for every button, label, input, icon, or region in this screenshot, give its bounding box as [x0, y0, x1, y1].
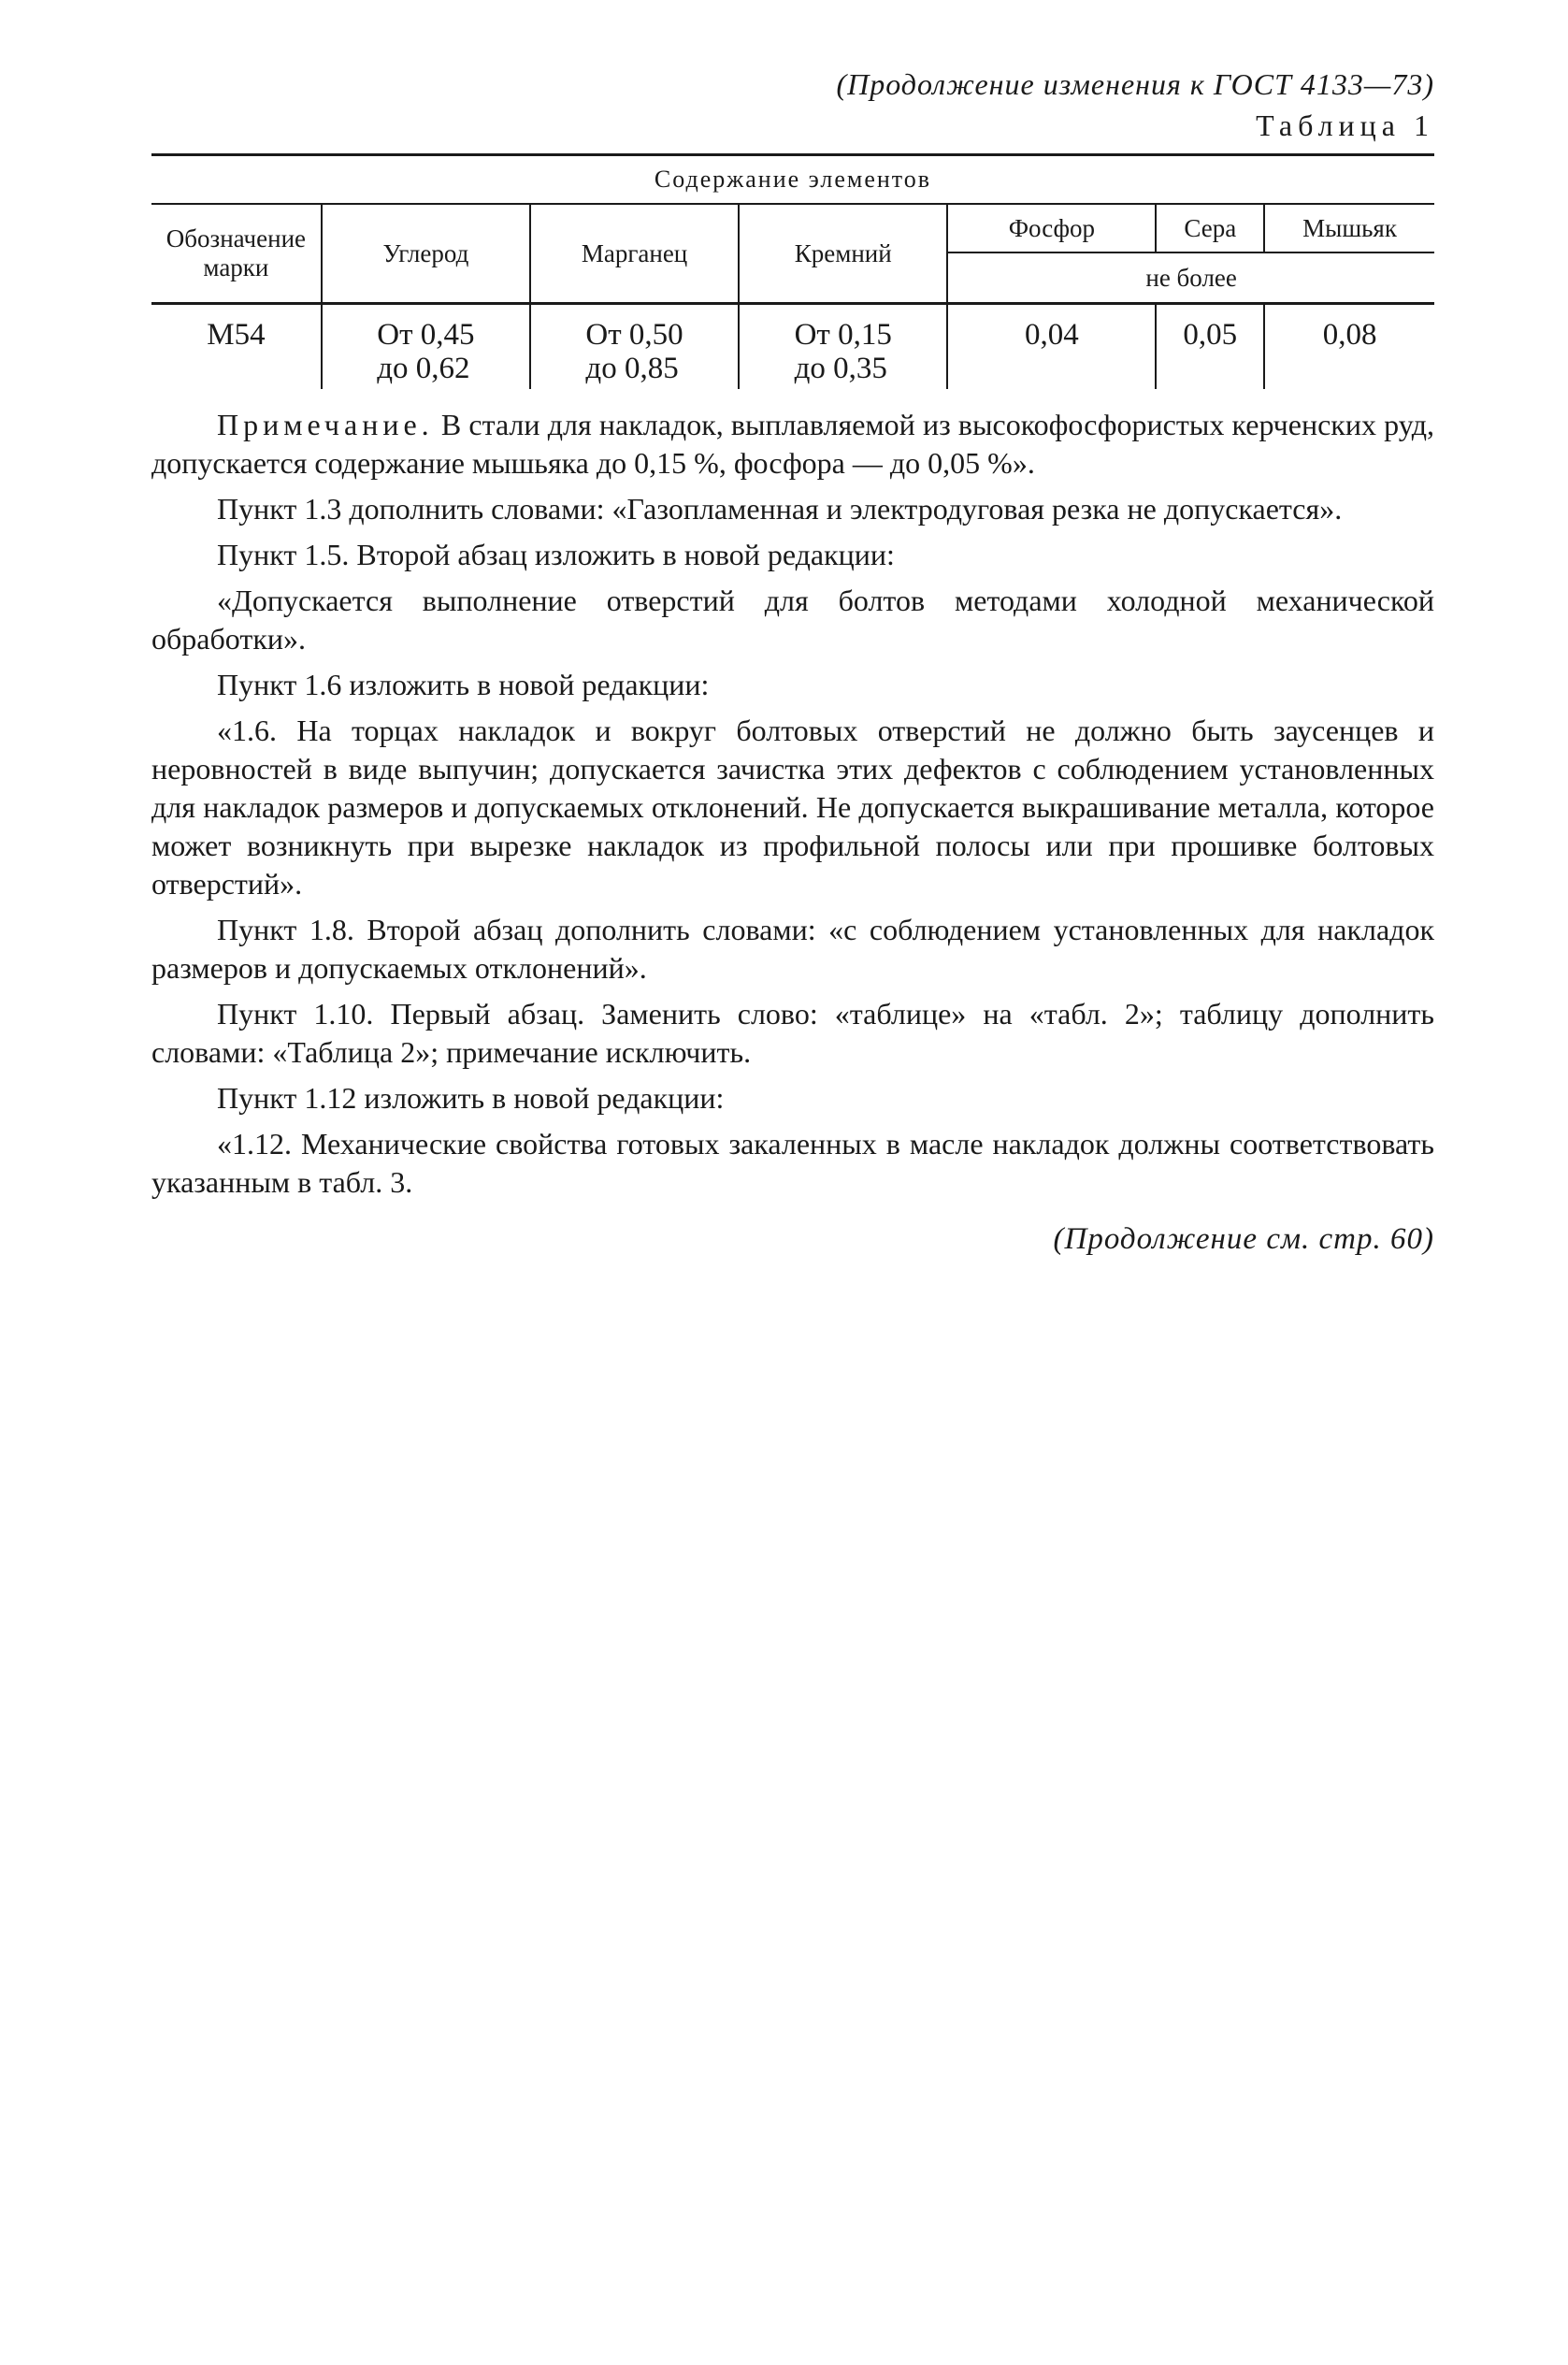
silicon-to: до 0,35 — [794, 352, 887, 385]
col-mark: Обозначение марки — [151, 204, 322, 304]
continuation-header: (Продолжение изменения к ГОСТ 4133—73) — [836, 67, 1434, 101]
col-silicon: Кремний — [739, 204, 947, 304]
group-header: Содержание элементов — [151, 155, 1434, 205]
col-sulfur: Сера — [1156, 204, 1264, 252]
paragraph: Пункт 1.8. Второй абзац дополнить словами: «с соблюдением установленных для накладок размеров и допускаемых отклонений». — [151, 913, 1434, 985]
carbon-from: От 0,45 — [377, 318, 475, 352]
col-phosphorus: Фосфор — [947, 204, 1156, 252]
carbon-to: до 0,62 — [377, 352, 470, 385]
col-manganese: Марганец — [530, 204, 739, 304]
continuation-footer: (Продолжение см. стр. 60) — [1053, 1222, 1434, 1256]
cell-arsenic: 0,08 — [1264, 304, 1434, 390]
col-carbon: Углерод — [322, 204, 530, 304]
cell-carbon — [322, 304, 530, 390]
paragraph: Пункт 1.10. Первый абзац. Заменить слово: «таблице» на «табл. 2»; таблицу дополнить словами: «Таблица 2»; примечание исключить. — [151, 997, 1434, 1069]
manganese-from: От 0,50 — [585, 318, 683, 352]
table-note — [151, 406, 1434, 483]
document-page — [151, 65, 1434, 1258]
document-body — [151, 406, 1434, 1202]
cell-phosphorus: 0,04 — [947, 304, 1156, 390]
paragraph: «Допускается выполнение отверстий для болтов методами холодной механической обработки». — [151, 584, 1434, 656]
paragraph: Пункт 1.6 изложить в новой редакции: — [217, 668, 710, 701]
col-arsenic: Мышьяк — [1264, 204, 1434, 252]
table-row — [151, 304, 1434, 390]
table-caption: Таблица 1 — [1256, 108, 1434, 142]
chemical-composition-table — [151, 153, 1434, 389]
col-not-more: не более — [947, 252, 1434, 304]
note-text: В стали для накладок, выплавляемой из высокофосфористых керченских руд, допускается содержание мышьяка до 0,15 %, фосфора — до 0,05 %». — [151, 408, 1434, 480]
paragraph: Пункт 1.12 изложить в новой редакции: — [217, 1081, 725, 1115]
silicon-from: От 0,15 — [794, 318, 892, 352]
manganese-to: до 0,85 — [585, 352, 679, 385]
paragraph: «1.6. На торцах накладок и вокруг болтовых отверстий не должно быть заусенцев и неровностей в виде выпучин; допускается зачистка этих дефектов с соблюдением установленных для накладок размеров и допускаемых отклонений. Не допускается выкрашивание металла, которое может возникнуть при вырезке накладок из профильной полосы или при прошивке болтовых отверстий». — [151, 714, 1434, 901]
paragraph: Пункт 1.3 дополнить словами: «Газопламенная и электродуговая резка не допускается». — [217, 492, 1343, 526]
paragraph: Пункт 1.5. Второй абзац изложить в новой редакции: — [217, 538, 895, 571]
cell-silicon — [739, 304, 947, 390]
paragraph: «1.12. Механические свойства готовых закаленных в масле накладок должны соответствовать указанным в табл. 3. — [151, 1127, 1434, 1199]
cell-mark: М54 — [207, 318, 266, 352]
cell-manganese — [530, 304, 739, 390]
note-label: Примечание. — [217, 408, 434, 441]
cell-sulfur: 0,05 — [1156, 304, 1264, 390]
